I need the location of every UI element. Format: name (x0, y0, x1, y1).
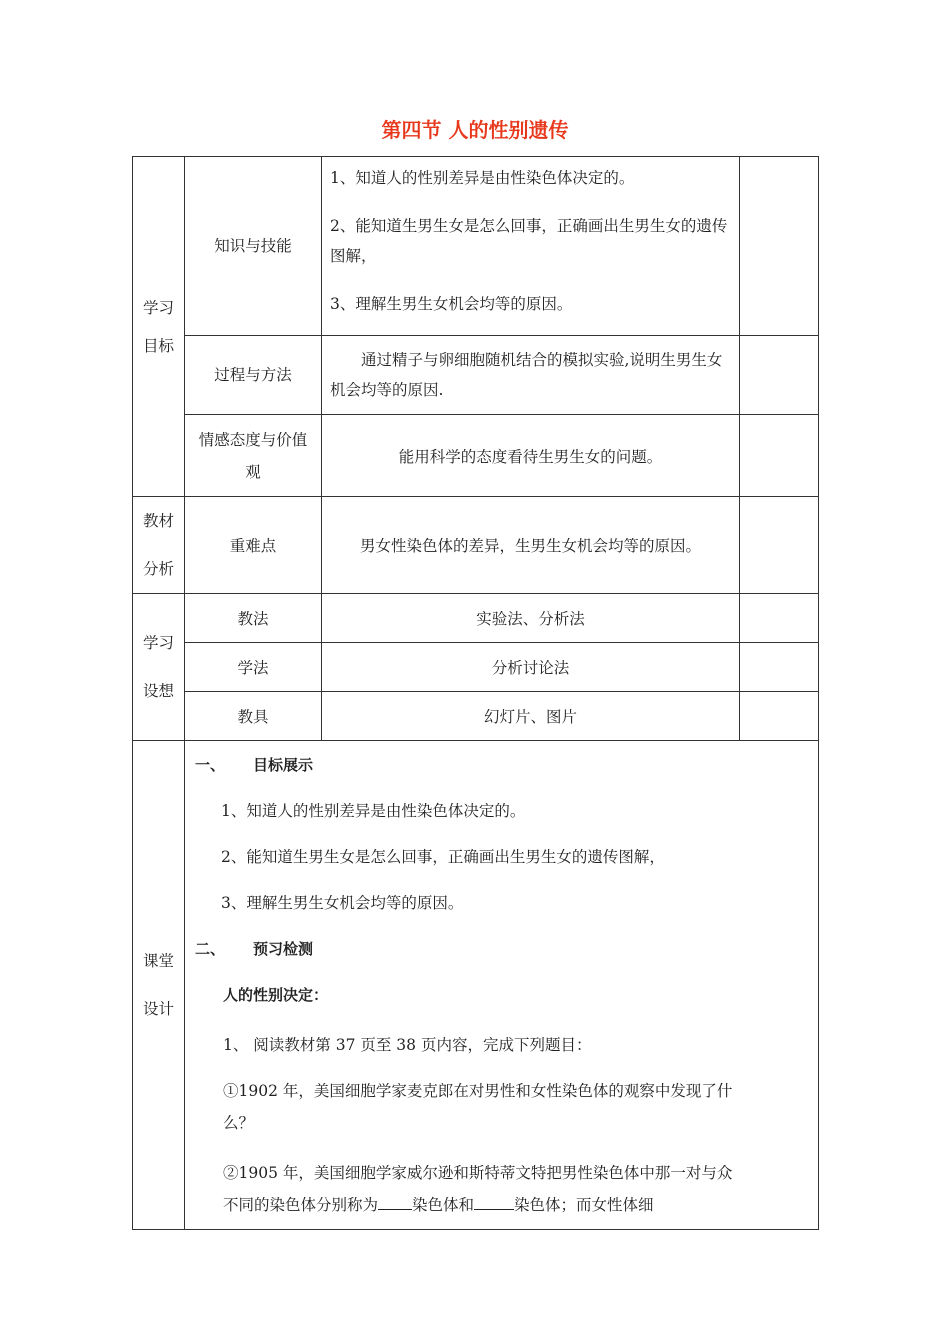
question-2-text: ②1905 年，美国细胞学家威尔逊和斯特蒂文特把男性染色体中那一对与众不同的染色体分别称为 (223, 1164, 733, 1214)
goal-item: 3、理解生男生女机会均等的原因。 (330, 295, 573, 313)
question-2-text: 染色体；而女性体细 (514, 1196, 654, 1214)
reading-instruction: 1、 阅读教材第 37 页至 38 页内容，完成下列题目： (223, 1036, 592, 1054)
note-cell (740, 415, 819, 497)
category-objectives (133, 157, 185, 497)
learning-label: 学法 (185, 643, 322, 692)
label-knowledge-skills: 知识与技能 (185, 157, 322, 336)
section-heading-goals (195, 753, 810, 777)
goal-list-item: 2、能知道生男生女是怎么回事，正确画出生男生女的遗传图解， (221, 848, 665, 866)
section-heading-preview (195, 937, 810, 961)
note-cell (740, 594, 819, 643)
goal-list-item: 1、知道人的性别差异是由性染色体决定的。 (221, 802, 526, 820)
note-cell (740, 643, 819, 692)
question-2-text: 染色体和 (412, 1196, 475, 1214)
answer-blank[interactable] (378, 1194, 412, 1211)
category-classroom (133, 741, 185, 1230)
note-cell (740, 157, 819, 336)
objective-row-process (133, 336, 819, 415)
learning-value: 实验法、分析法 (322, 594, 740, 643)
objective-row-attitude (133, 415, 819, 497)
process-text: 通过精子与卵细胞随机结合的模拟实验,说明生男生女机会均等的原因. (322, 336, 740, 415)
category-line: 目标 (142, 336, 174, 355)
section-number: 一、 (195, 756, 226, 774)
category-learning (133, 594, 185, 741)
category-material (133, 497, 185, 594)
label-key-points: 重难点 (185, 497, 322, 594)
material-row (133, 497, 819, 594)
note-cell (740, 497, 819, 594)
page-title: 第四节 人的性别遗传 (381, 118, 569, 142)
goal-list-item: 3、理解生男生女机会均等的原因。 (221, 894, 464, 912)
learning-label: 教法 (185, 594, 322, 643)
category-line: 设想 (142, 682, 174, 700)
learning-value: 幻灯片、图片 (322, 692, 740, 741)
lesson-plan-table (132, 156, 819, 1230)
key-points-text: 男女性染色体的差异，生男生女机会均等的原因。 (322, 497, 740, 594)
learning-row (133, 594, 819, 643)
category-line: 教材 (142, 512, 174, 530)
goal-item: 2、能知道生男生女是怎么回事，正确画出生男生女的遗传图解， (330, 217, 728, 265)
learning-label: 教具 (185, 692, 322, 741)
category-line: 课堂 (142, 952, 174, 970)
note-cell (740, 692, 819, 741)
section-title: 目标展示 (253, 756, 314, 774)
knowledge-goals (322, 157, 740, 336)
label-attitude-values: 情感态度与价值观 (185, 415, 322, 497)
classroom-design-content (185, 741, 819, 1230)
category-line: 分析 (142, 560, 174, 578)
goal-item: 1、知道人的性别差异是由性染色体决定的。 (330, 169, 635, 187)
section-number: 二、 (195, 940, 226, 958)
category-line: 学习 (142, 298, 174, 317)
note-cell (740, 336, 819, 415)
question-1: ①1902 年，美国细胞学家麦克郎在对男性和女性染色体的观察中发现了什么？ (223, 1082, 733, 1132)
attitude-text: 能用科学的态度看待生男生女的问题。 (322, 415, 740, 497)
category-line: 设计 (142, 1000, 174, 1018)
learning-value: 分析讨论法 (322, 643, 740, 692)
objective-row-knowledge (133, 157, 819, 336)
category-line: 学习 (142, 634, 174, 652)
question-2 (223, 1157, 733, 1221)
classroom-row (133, 741, 819, 1230)
section-title: 预习检测 (253, 940, 314, 958)
learning-row (133, 643, 819, 692)
subheading-sex-determination: 人的性别决定： (223, 986, 329, 1004)
answer-blank[interactable] (474, 1194, 514, 1211)
label-process-method: 过程与方法 (185, 336, 322, 415)
learning-row (133, 692, 819, 741)
